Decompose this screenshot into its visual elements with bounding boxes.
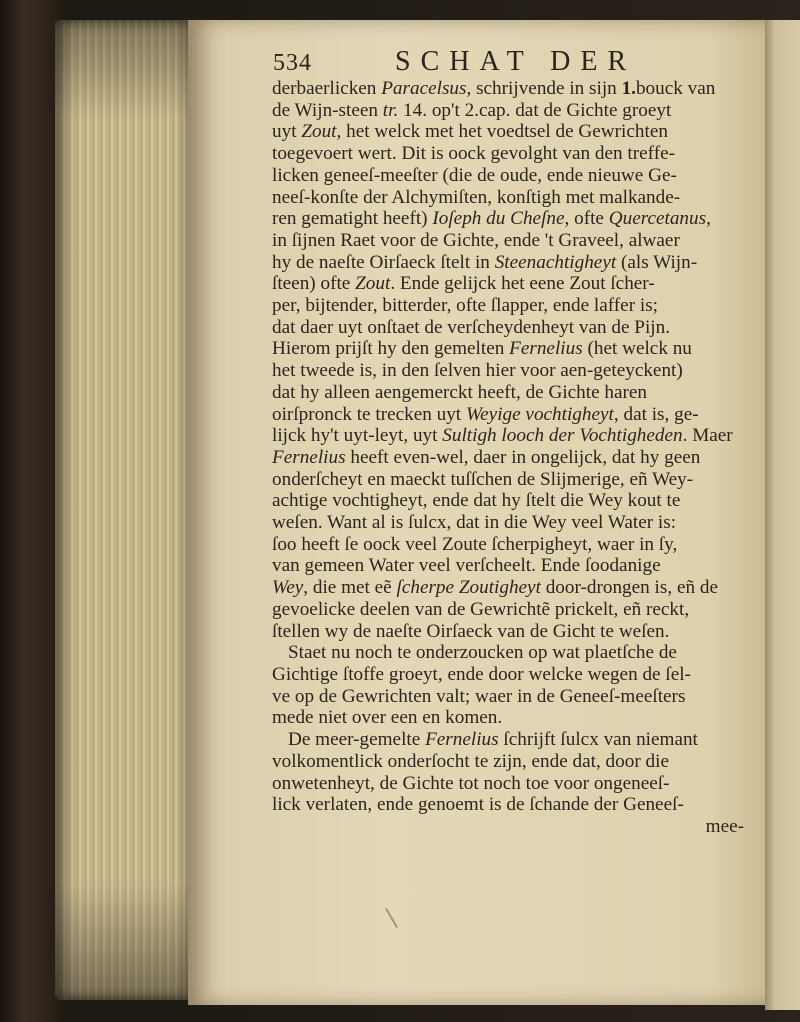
page-number: 534: [273, 50, 312, 76]
text-line: de Wijn-steen tr. 14. op't 2.cap. dat de Gichte groeyt: [272, 99, 672, 121]
text-line: onwetenheyt, de Gichte tot noch toe voor ongeneeſ-: [272, 772, 670, 794]
text-line: mede niet over een en komen.: [272, 707, 503, 729]
text-line: dat daer uyt onſtaet de verſcheydenheyt van de Pijn.: [272, 316, 671, 338]
facing-page-bleed: [768, 40, 798, 920]
text-line: onderſcheyt en maeckt tuſſchen de Slijmerige, eñ Wey-: [272, 468, 694, 490]
text-line: hy de naeſte Oirſaeck ſtelt in Steenachtigheyt (als Wijn-: [272, 251, 698, 273]
text-line: Gichtige ſtoffe groeyt, ende door welcke wegen de ſel-: [272, 663, 691, 685]
text-line: Fernelius heeft even-wel, daer in ongelijck, dat hy geen: [272, 446, 701, 468]
text-line: De meer-gemelte Fernelius ſchrijft ſulcx van niemant: [288, 729, 698, 751]
text-line: per, bijtender, bitterder, ofte ſlapper, ende laffer is;: [272, 295, 659, 317]
text-line: ve op de Gewrichten valt; waer in de Geneeſ-meeſters: [272, 685, 686, 707]
text-line: van gemeen Water veel verſcheelt. Ende ſoodanige: [272, 555, 661, 577]
page-stack-edges: [55, 20, 190, 1000]
text-line: Hierom prijſt hy den gemelten Fernelius (het welck nu: [272, 338, 692, 360]
text-line: uyt Zout, het welck met het voedtsel de Gewrichten: [272, 121, 668, 143]
text-line: Wey, die met eẽ ſcherpe Zoutigheyt door-drongen is, eñ de: [272, 577, 718, 599]
text-line: het tweede is, in den ſelven hier voor aen-geteyckent): [272, 360, 683, 382]
text-line: ſteen) ofte Zout. Ende gelijck het eene Zout ſcher-: [272, 273, 655, 295]
text-line: dat hy alleen aengemerckt heeft, de Gichte haren: [272, 381, 648, 403]
text-line: toegevoert wert. Dit is oock gevolght van den treffe-: [272, 143, 675, 165]
text-line: gevoelicke deelen van de Gewrichtẽ prickelt, eñ reckt,: [272, 598, 690, 620]
text-line: oirſpronck te trecken uyt Weyige vochtigheyt, dat is, ge-: [272, 403, 699, 425]
text-line: mee-: [705, 815, 744, 837]
page-header: [273, 46, 753, 80]
text-line: ren gematight heeft) Ioſeph du Cheſne, ofte Quercetanus,: [272, 208, 711, 230]
text-line: lijck hy't uyt-leyt, uyt Sultigh looch der Vochtigheden. Maer: [272, 425, 733, 447]
book-cover-edge: [0, 0, 60, 1022]
body-text: [272, 78, 762, 838]
text-line: ſoo heeft ſe oock veel Zoute ſcherpigheyt, waer in ſy,: [272, 533, 678, 555]
text-line: in ſijnen Raet voor de Gichte, ende 't Graveel, alwaer: [272, 229, 680, 251]
text-line: lick verlaten, ende genoemt is de ſchande der Geneeſ-: [272, 794, 684, 816]
text-line: licken geneeſ-meeſter (die de oude, ende nieuwe Ge-: [272, 164, 677, 186]
text-line: achtige vochtigheyt, ende dat hy ſtelt die Wey kout te: [272, 490, 681, 512]
running-title: SCHAT DER: [395, 46, 637, 77]
text-line: derbaerlicken Paracelsus, schrijvende in sijn 1.bouck van: [272, 78, 716, 99]
text-line: neeſ-konſte der Alchymiſten, konſtigh met malkande-: [272, 186, 681, 208]
text-line: weſen. Want al is ſulcx, dat in die Wey veel Water is:: [272, 512, 677, 534]
text-line: volkomentlick onderſocht te zijn, ende dat, door die: [272, 750, 669, 772]
text-line: ſtellen wy de naeſte Oirſaeck van de Gicht te weſen.: [272, 620, 670, 642]
text-line: Staet nu noch te onderzoucken op wat plaetſche de: [288, 642, 677, 664]
